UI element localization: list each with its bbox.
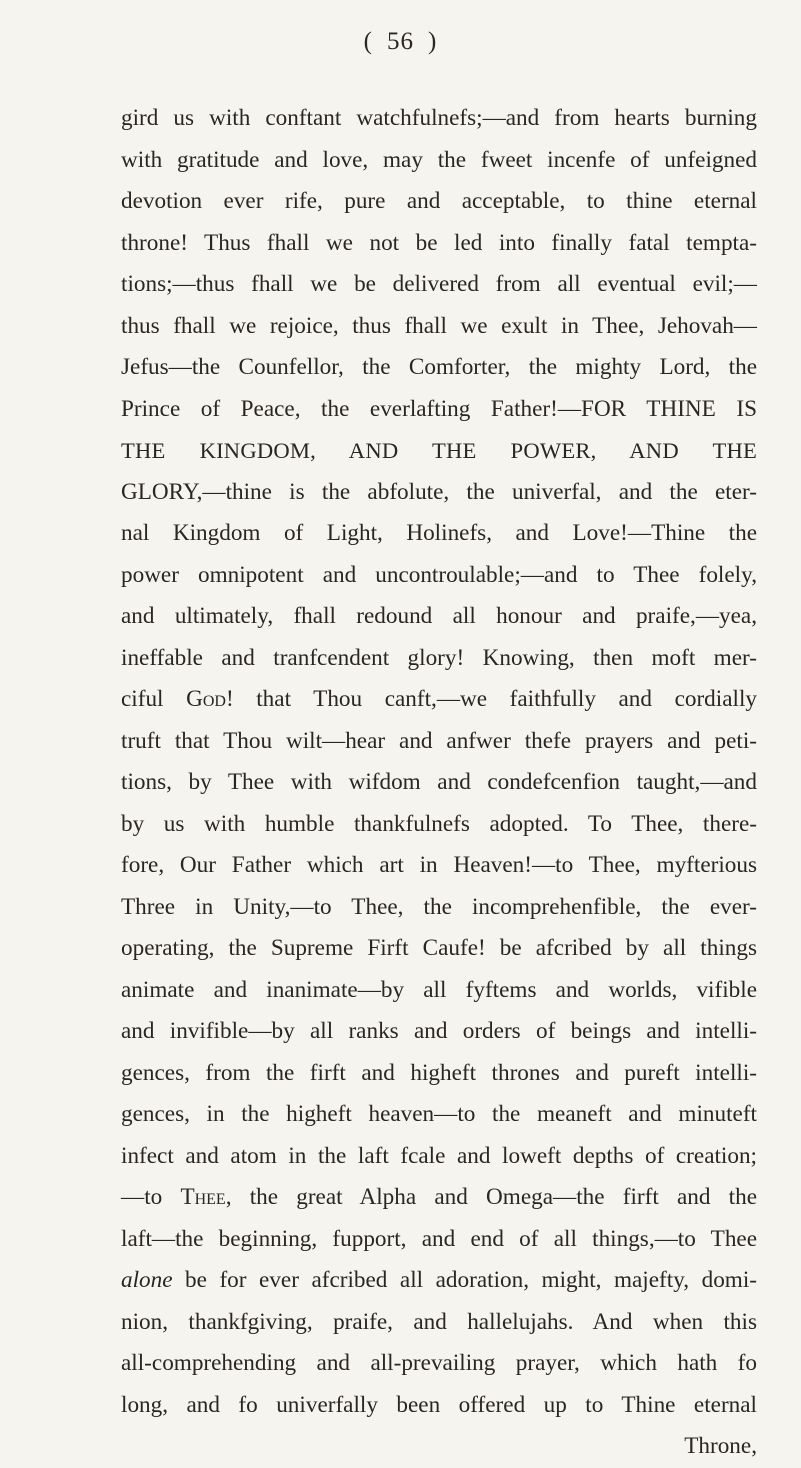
text-line-28: laft—the beginning, fupport, and end of all things,—to Thee — [121, 1225, 757, 1252]
open-paren: ( — [363, 28, 373, 55]
text-line-15-end: ! that Thou canft,—we faithfully and cordially — [225, 686, 757, 712]
text-line-27-end: , the great Alpha and Omega—the firft and the — [225, 1184, 757, 1210]
text-line-2: with gratitude and love, may the fweet incenfe of unfeigned — [121, 146, 757, 173]
text-line-5: tions;—thus fhall we be delivered from all eventual evil;— — [121, 271, 757, 297]
text-line-13: and ultimately, fhall redound all honour and praife,—yea, — [121, 603, 757, 629]
god-small-caps: God — [186, 686, 226, 712]
alone-italic: alone — [121, 1267, 173, 1293]
text-line-17: tions, by Thee with wifdom and condefcenfion taught,—and — [121, 769, 757, 795]
page-header — [0, 28, 801, 56]
text-line-8: Prince of Peace, the everlafting Father!—FOR THINE IS — [121, 395, 757, 422]
text-line-25: gences, in the higheft heaven—to the meaneft and minuteft — [121, 1101, 757, 1127]
text-line-14: ineffable and tranfcendent glory! Knowing, then moft mer- — [121, 644, 757, 671]
text-line-18: by us with humble thankfulnefs adopted. To Thee, there- — [121, 810, 757, 837]
text-line-16: truft that Thou wilt—hear and anfwer thefe prayers and peti- — [121, 727, 757, 754]
thee-small-caps: Thee — [180, 1184, 226, 1210]
text-line-11: nal Kingdom of Light, Holinefs, and Love!—Thine the — [121, 520, 757, 546]
text-line-12: power omnipotent and uncontroulable;—and to Thee folely, — [121, 561, 757, 588]
text-line-1: gird us with conftant watchfulnefs;—and from hearts burning — [121, 105, 757, 131]
text-line-15 — [121, 679, 757, 721]
close-paren: ) — [428, 28, 438, 55]
text-line-4: throne! Thus fhall we not be led into finally fatal tempta- — [121, 229, 757, 256]
text-line-10: GLORY,—thine is the abfolute, the univerfal, and the eter- — [121, 478, 757, 505]
text-line-3: devotion ever rife, pure and acceptable, to thine eternal — [121, 188, 757, 214]
text-line-32: long, and fo univerfally been offered up to Thine eternal — [121, 1391, 757, 1418]
text-line-27 — [121, 1177, 757, 1219]
text-line-30: nion, thankfgiving, praife, and hallelujahs. And when this — [121, 1308, 757, 1335]
text-line-19: fore, Our Father which art in Heaven!—to Thee, myfterious — [121, 852, 757, 878]
page-number-value: 56 — [387, 28, 414, 55]
text-line-7: Jefus—the Counfellor, the Comforter, the mighty Lord, the — [121, 354, 757, 380]
text-line-9: THE KINGDOM, AND THE POWER, AND THE — [121, 438, 757, 463]
text-line-22: animate and inanimate—by all fyftems and worlds, vifible — [121, 976, 757, 1003]
text-line-15-start: ciful — [121, 686, 187, 712]
text-line-31: all-comprehending and all-prevailing prayer, which hath fo — [121, 1350, 757, 1376]
text-line-27-start: —to — [121, 1184, 181, 1210]
text-line-26: infect and atom in the laft fcale and loweft depths of creation; — [121, 1142, 757, 1169]
page-body — [121, 98, 757, 1468]
text-line-23: and invifible—by all ranks and orders of beings and intelli- — [121, 1018, 757, 1044]
catchword: Throne, — [684, 1433, 757, 1459]
text-line-29 — [121, 1260, 757, 1302]
text-line-29-end: be for ever afcribed all adoration, might, majefty, domi- — [172, 1267, 757, 1293]
text-line-20: Three in Unity,—to Thee, the incomprehenfible, the ever- — [121, 893, 757, 920]
text-line-21: operating, the Supreme Firft Caufe! be afcribed by all things — [121, 935, 757, 961]
text-line-6: thus fhall we rejoice, thus fhall we exult in Thee, Jehovah— — [121, 312, 757, 339]
page-number — [350, 28, 452, 55]
text-line-24: gences, from the firft and higheft thrones and pureft intelli- — [121, 1059, 757, 1086]
